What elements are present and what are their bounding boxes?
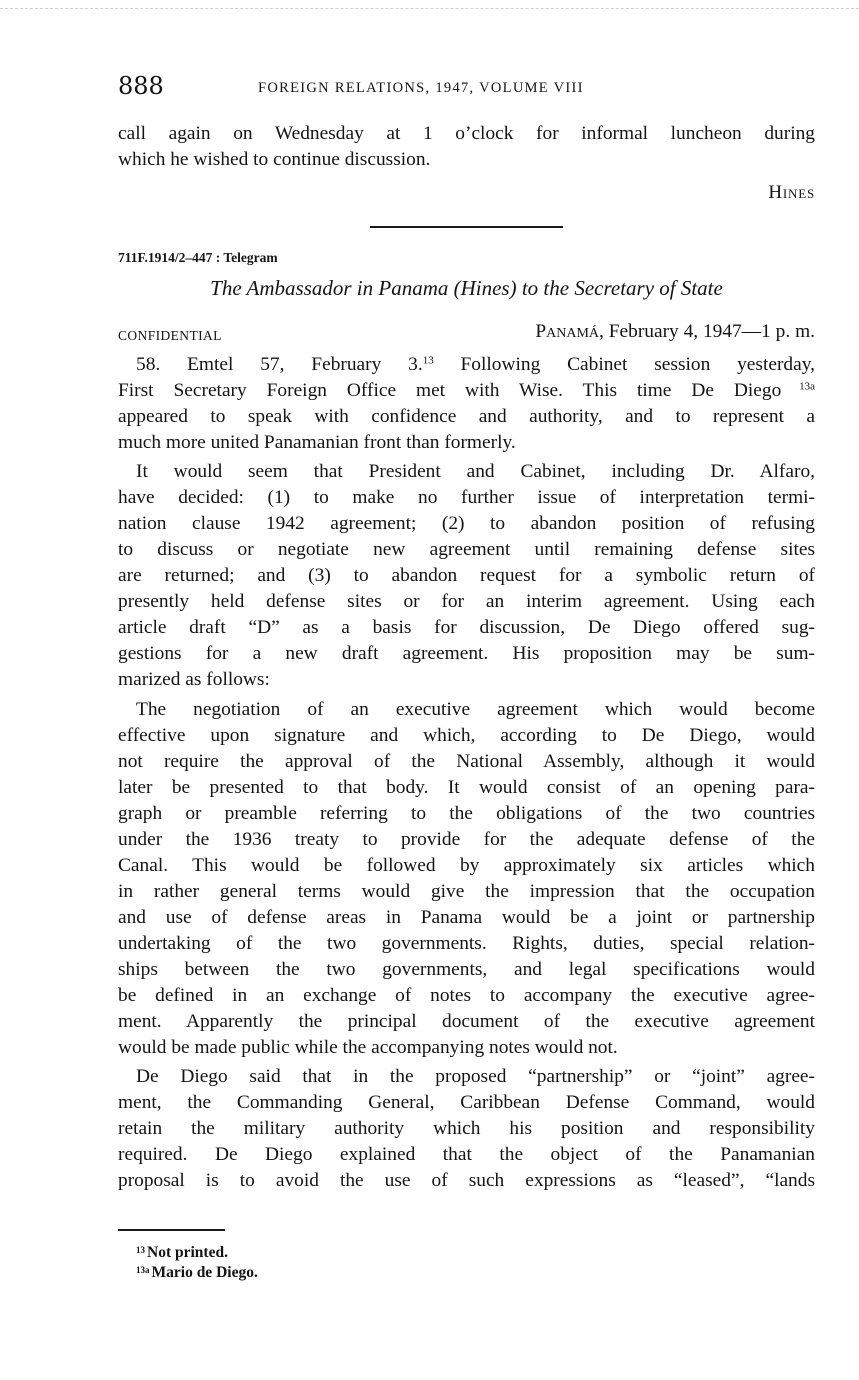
text-line: under the 1936 treaty to provide for the adequate defense of the — [118, 829, 815, 850]
text-line — [136, 352, 815, 378]
footnote-mark: 13 — [136, 1244, 145, 1255]
text-fragment: First Secretary Foreign Office met with Wise. This time De Diego — [118, 380, 782, 401]
text-line: nation clause 1942 agreement; (2) to abandon position of refusing — [118, 513, 815, 534]
footnote-mark: 13a — [136, 1264, 150, 1275]
footnote-text: Not printed. — [147, 1244, 228, 1261]
footnote — [136, 1244, 228, 1262]
footnote — [136, 1264, 258, 1282]
text-line: not require the approval of the National Assembly, although it would — [118, 751, 815, 772]
running-head: FOREIGN RELATIONS, 1947, VOLUME VIII — [258, 80, 584, 96]
text-line: article draft “D” as a basis for discussion, De Diego offered sug- — [118, 617, 815, 638]
text-line: to discuss or negotiate new agreement until remaining defense sites — [118, 539, 815, 560]
text-line: have decided: (1) to make no further issue of interpretation termi- — [118, 487, 815, 508]
text-line — [118, 378, 815, 404]
text-line: required. De Diego explained that the object of the Panamanian — [118, 1144, 815, 1165]
text-line: are returned; and (3) to abandon request for a symbolic return of — [118, 565, 815, 586]
section-divider — [370, 226, 563, 228]
dateline-date: , February 4, 1947—1 p. m. — [599, 321, 815, 342]
dateline-place: Panamá — [535, 321, 600, 342]
footnote-ref: 13a — [781, 380, 815, 393]
text-line: ment, the Commanding General, Caribbean Defense Command, would — [118, 1092, 815, 1113]
text-fragment: Following Cabinet session yesterday, — [433, 354, 815, 375]
text-line: De Diego said that in the proposed “partnership” or “joint” agree- — [136, 1066, 815, 1087]
dateline — [535, 321, 815, 343]
text-line: and use of defense areas in Panama would be a joint or partnership — [118, 907, 815, 928]
text-line: proposal is to avoid the use of such expressions as “leased”, “lands — [118, 1170, 815, 1191]
text-fragment: 58. Emtel 57, February 3. — [136, 354, 423, 375]
page-number: 888 — [118, 72, 164, 100]
text-line: undertaking of the two governments. Rights, duties, special relation- — [118, 933, 815, 954]
footnote-rule — [118, 1229, 225, 1231]
text-line: appeared to speak with confidence and authority, and to represent a — [118, 406, 815, 427]
text-line: It would seem that President and Cabinet, including Dr. Alfaro, — [136, 461, 815, 482]
text-line: effective upon signature and which, according to De Diego, would — [118, 725, 815, 746]
page-header — [118, 72, 815, 104]
text-line: later be presented to that body. It would consist of an opening para- — [118, 777, 815, 798]
document-title: The Ambassador in Panama (Hines) to the Secretary of State — [210, 276, 723, 300]
text-line: The negotiation of an executive agreement which would become — [136, 699, 815, 720]
text-line: graph or preamble referring to the obligations of the two countries — [118, 803, 815, 824]
signature: Hines — [768, 182, 815, 203]
top-edge-rule — [0, 8, 859, 10]
text-line: ships between the two governments, and legal specifications would — [118, 959, 815, 980]
text-line: which he wished to continue discussion. — [118, 149, 431, 170]
text-line: gestions for a new draft agreement. His proposition may be sum- — [118, 643, 815, 664]
text-line: call again on Wednesday at 1 o’clock for informal luncheon during — [118, 123, 815, 144]
text-line: Canal. This would be followed by approximately six articles which — [118, 855, 815, 876]
footnote-text: Mario de Diego. — [151, 1264, 258, 1281]
text-line: in rather general terms would give the impression that the occupation — [118, 881, 815, 902]
classification-label: CONFIDENTIAL — [118, 328, 222, 343]
text-line: marized as follows: — [118, 669, 270, 690]
text-line: would be made public while the accompanying notes would not. — [118, 1037, 618, 1058]
footnote-ref: 13 — [422, 354, 434, 367]
text-line: be defined in an exchange of notes to accompany the executive agree- — [118, 985, 815, 1006]
text-line: retain the military authority which his position and responsibility — [118, 1118, 815, 1139]
text-line: much more united Panamanian front than formerly. — [118, 432, 516, 453]
text-line: ment. Apparently the principal document of the executive agreement — [118, 1011, 815, 1032]
text-line: presently held defense sites or for an interim agreement. Using each — [118, 591, 815, 612]
file-id: 711F.1914/2–447 : Telegram — [118, 250, 278, 265]
